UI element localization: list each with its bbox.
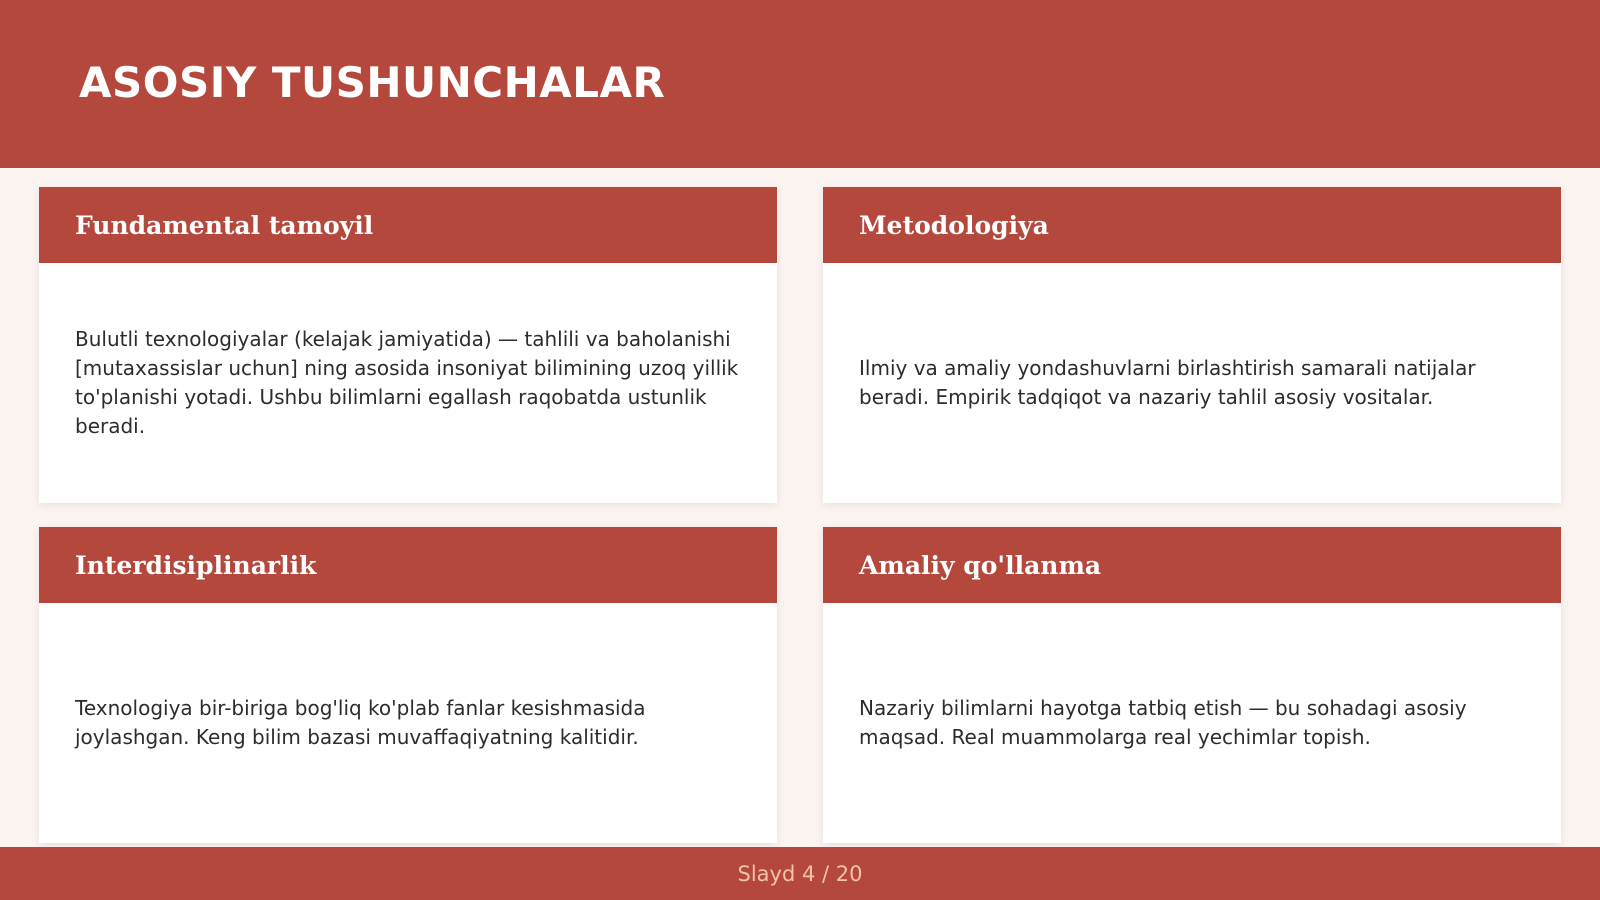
card-metodologiya — [823, 187, 1561, 503]
card-text: Bulutli texnologiyalar (kelajak jamiyatida) — tahlili va baholanishi [mutaxassislar uchun] ning asosida insoniyat bilimining uzoq yillik to'planishi yotadi. Ushbu bilimlarni egallash raqobatda ustunlik beradi. — [75, 327, 739, 438]
card-title: Amaliy qo'llanma — [859, 550, 1102, 580]
card-body — [39, 603, 777, 843]
card-text: Ilmiy va amaliy yondashuvlarni birlashtirish samarali natijalar beradi. Empirik tadqiqot va nazariy tahlil asosiy vositalar. — [859, 356, 1476, 409]
card-body — [39, 263, 777, 503]
card-body — [823, 603, 1561, 843]
card-body — [823, 263, 1561, 503]
card-header — [823, 187, 1561, 263]
slide-number: Slayd 4 / 20 — [737, 861, 863, 886]
card-title: Fundamental tamoyil — [75, 210, 374, 240]
slide-footer — [0, 847, 1600, 900]
slide-title: ASOSIY TUSHUNCHALAR — [79, 58, 666, 107]
card-header — [39, 527, 777, 603]
slide-header — [0, 0, 1600, 168]
card-fundamental-tamoyil — [39, 187, 777, 503]
card-title: Interdisiplinarlik — [75, 550, 317, 580]
card-header — [39, 187, 777, 263]
card-amaliy-qollanma — [823, 527, 1561, 843]
card-header — [823, 527, 1561, 603]
card-title: Metodologiya — [859, 210, 1049, 240]
card-text: Nazariy bilimlarni hayotga tatbiq etish — bu sohadagi asosiy maqsad. Real muammolarga real yechimlar topish. — [859, 696, 1467, 749]
card-interdisiplinarlik — [39, 527, 777, 843]
card-text: Texnologiya bir-biriga bog'liq ko'plab fanlar kesishmasida joylashgan. Keng bilim bazasi muvaffaqiyatning kalitidir. — [75, 696, 646, 749]
